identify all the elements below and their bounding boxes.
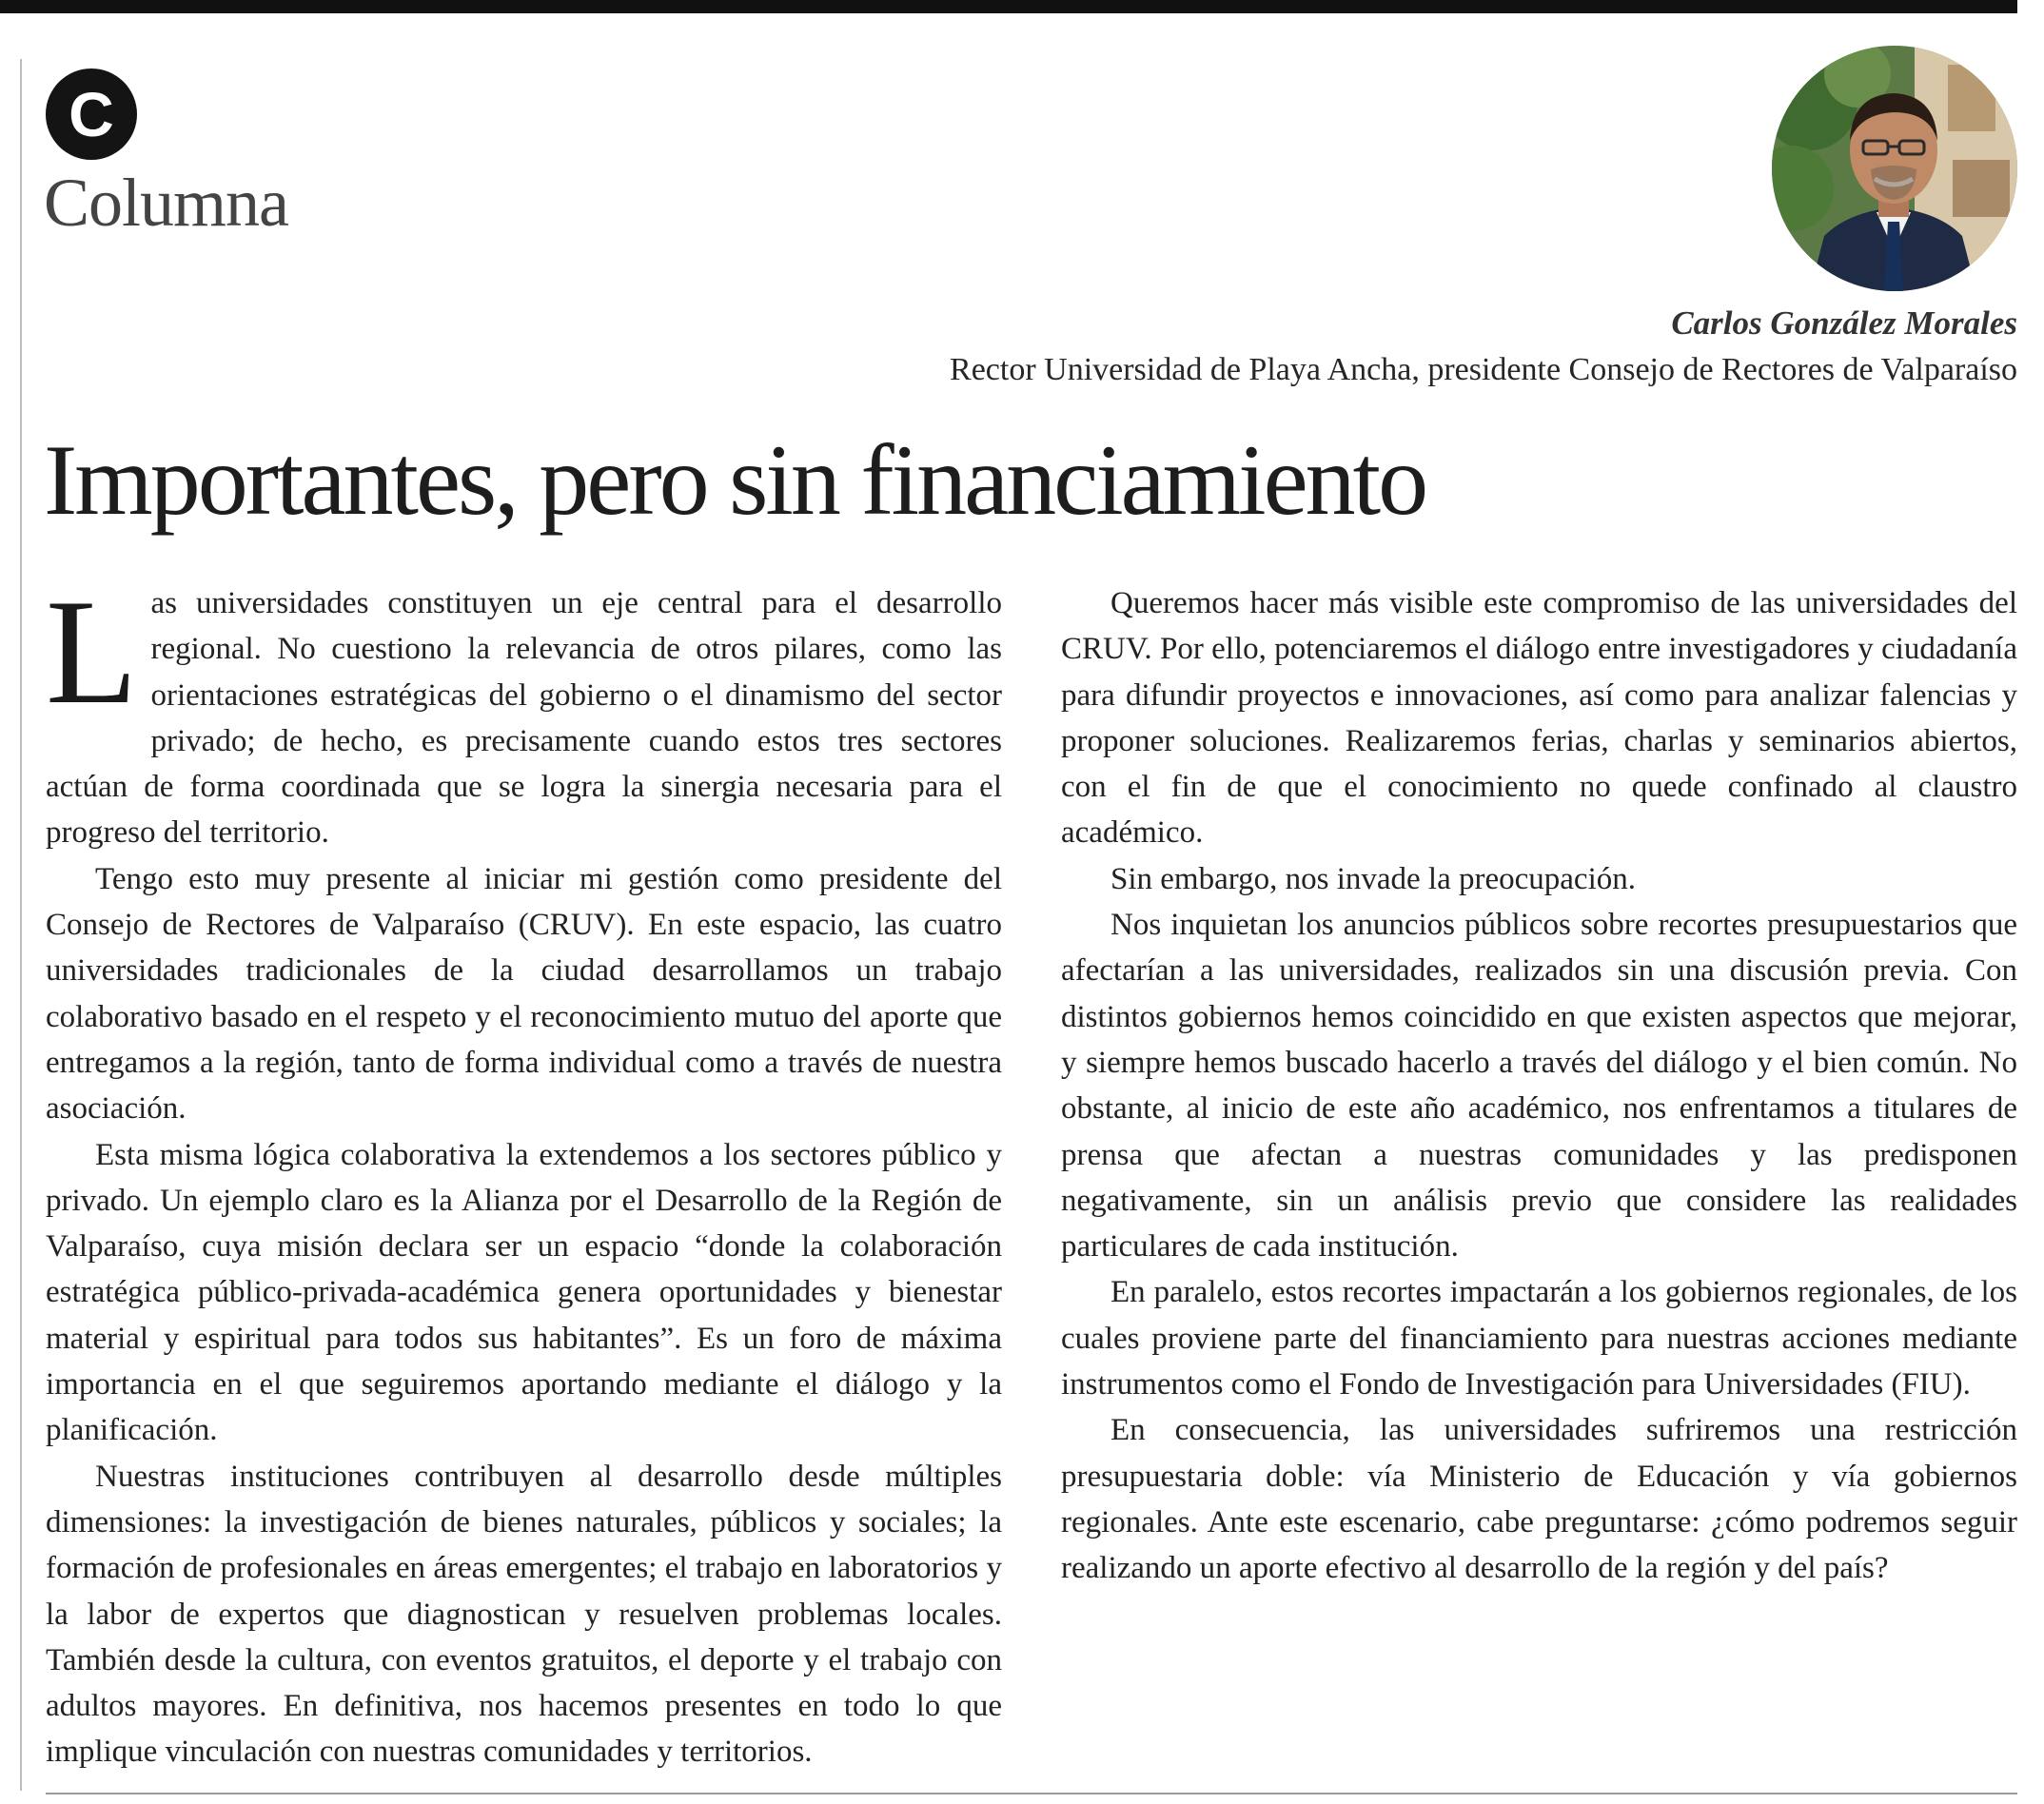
- section-badge: C: [46, 69, 137, 160]
- article-paragraph: Nuestras instituciones contribuyen al desarrollo desde múltiples dimensiones: la investigación de bienes naturales, públicos y sociales; la formación de profesionales en áreas emergentes; el trabajo en laboratorios y la labor de expertos que diagnostican y resuelven problemas locales. También desde la cultura, con eventos gratuitos, el deporte y el trabajo con adultos mayores. En definitiva, nos hacemos presentes en todo lo que implique vinculación con nuestras comunidades y territorios.: [46, 1459, 1002, 1770]
- article-body: [46, 569, 2017, 1781]
- drop-cap: L: [46, 569, 138, 735]
- article-paragraph: Sin embargo, nos invade la preocupación.: [1110, 861, 1636, 896]
- section-label: Columna: [44, 165, 288, 241]
- author-portrait-icon: [1772, 46, 2017, 291]
- article-paragraph: Queremos hacer más visible este compromiso de las universidades del CRUV. Por ello, potenciaremos el diálogo entre investigadores y ciudadanía para difundir proyectos e innovaciones, así como para analizar falencias y proponer soluciones. Realizaremos ferias, charlas y seminarios abiertos, con el fin de que el conocimiento no quede confinado al claustro académico.: [1061, 586, 2017, 851]
- article-title: Importantes, pero sin financiamiento: [44, 424, 1426, 536]
- author-name: Carlos González Morales: [1671, 304, 2017, 342]
- author-photo: [1772, 46, 2017, 291]
- article-paragraph: Esta misma lógica colaborativa la extendemos a los sectores público y privado. Un ejemplo claro es la Alianza por el Desarrollo de la Región de Valparaíso, cuya misión declara ser un espacio “donde la colaboración estratégica público-privada-académica genera oportunidades y bienestar material y espiritual para todos sus habitantes”. Es un foro de máxima importancia en el que seguiremos aportando mediante el diálogo y la planificación.: [46, 1137, 1002, 1448]
- article-paragraph: En consecuencia, las universidades sufriremos una restricción presupuestaria doble: vía Ministerio de Educación y vía gobiernos regionales. Ante este escenario, cabe preguntarse: ¿cómo podremos seguir realizando un aporte efectivo al desarrollo de la región y del país?: [1061, 1413, 2017, 1586]
- left-margin-rule: [20, 59, 22, 1791]
- article-paragraph: Las universidades constituyen un eje central para el desarrollo regional. No cuestiono la relevancia de otros pilares, como las orientaciones estratégicas del gobierno o el dinamismo del sector privado; de hecho, es precisamente cuando estos tres sectores actúan de forma coordinada que se logra la sinergia necesaria para el progreso del territorio.: [46, 569, 1002, 851]
- top-rule: [0, 0, 2017, 13]
- author-role: Rector Universidad de Playa Ancha, presidente Consejo de Rectores de Valparaíso: [950, 352, 2017, 387]
- article-paragraph: Nos inquietan los anuncios públicos sobre recortes presupuestarios que afectarían a las universidades, realizados sin una discusión previa. Con distintos gobiernos hemos coincidido en que existen aspectos que mejorar, y siempre hemos buscado hacerlo a través del diálogo y el bien común. No obstante, al inicio de este año académico, nos enfrentamos a titulares de prensa que afectan a nuestras comunidades y las predisponen negativamente, sin un análisis previo que considere las realidades particulares de cada institución.: [1061, 908, 2017, 1265]
- article-paragraph: Tengo esto muy presente al iniciar mi gestión como presidente del Consejo de Rectores de Valparaíso (CRUV). En este espacio, las cuatro universidades tradicionales de la ciudad desarrollamos un trabajo colaborativo basado en el respeto y el reconocimiento mutuo del aporte que entregamos a la región, tanto de forma individual como a través de nuestra asociación.: [46, 861, 1002, 1127]
- article-paragraph: En paralelo, estos recortes impactarán a los gobiernos regionales, de los cuales proviene parte del financiamiento para nuestras acciones mediante instrumentos como el Fondo de Investigación para Universidades (FIU).: [1061, 1275, 2017, 1402]
- bottom-rule: [46, 1793, 2017, 1794]
